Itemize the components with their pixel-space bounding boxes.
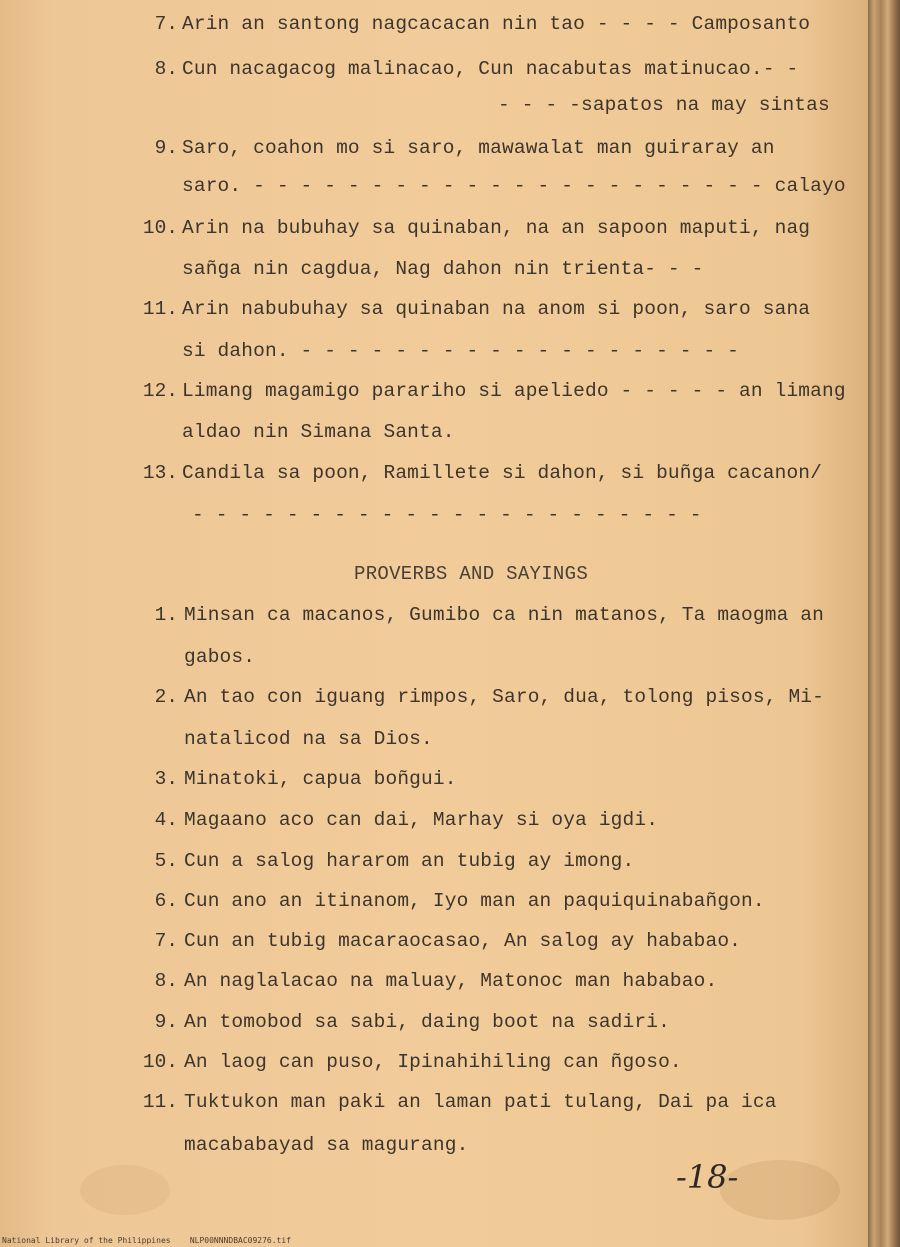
proverb-line: Minatoki, capua boñgui. xyxy=(184,768,457,790)
riddle-line: sañga nin cagdua, Nag dahon nin trienta- - - xyxy=(182,258,704,280)
proverb-line: An laog can puso, Ipinahihiling can ñgoso. xyxy=(184,1051,682,1073)
riddle-line: aldao nin Simana Santa. xyxy=(182,421,455,443)
riddle-line: Saro, coahon mo si saro, mawawalat man guiraray an xyxy=(182,137,775,159)
proverb-line: Cun an tubig macaraocasao, An salog ay hababao. xyxy=(184,930,742,952)
proverb-number: 5. xyxy=(154,850,178,872)
proverb-line: An tomobod sa sabi, daing boot na sadiri. xyxy=(184,1011,670,1033)
riddle-number: 7. xyxy=(154,13,178,35)
riddle-line: - - - -sapatos na may sintas xyxy=(498,94,830,116)
riddle-line: Arin an santong nagcacacan nin tao - - - - Camposanto xyxy=(182,13,811,35)
riddle-line: si dahon. - - - - - - - - - - - - - - - - - - - xyxy=(182,340,740,362)
proverb-number: 9. xyxy=(154,1011,178,1033)
riddle-number: 12. xyxy=(142,380,178,402)
page-number: -18- xyxy=(676,1158,739,1196)
proverb-number: 2. xyxy=(154,686,178,708)
paper-stain xyxy=(80,1165,170,1215)
section-heading: PROVERBS AND SAYINGS xyxy=(354,563,589,585)
footer-caption: National Library of the Philippines NLP00NNNDBAC09276.tif xyxy=(2,1236,291,1245)
proverb-number: 7. xyxy=(154,930,178,952)
proverb-number: 10. xyxy=(142,1051,178,1073)
proverb-number: 3. xyxy=(154,768,178,790)
proverb-number: 11. xyxy=(142,1091,178,1113)
proverb-line: Cun a salog hararom an tubig ay imong. xyxy=(184,850,635,872)
riddle-line: Arin nabubuhay sa quinaban na anom si poon, saro sana xyxy=(182,298,811,320)
proverb-number: 1. xyxy=(154,604,178,626)
riddle-line: Cun nacagacog malinacao, Cun nacabutas matinucao.- - xyxy=(182,58,799,80)
proverb-number: 6. xyxy=(154,890,178,912)
proverb-line: natalicod na sa Dios. xyxy=(184,728,433,750)
proverb-number: 4. xyxy=(154,809,178,831)
proverb-line: Tuktukon man paki an laman pati tulang, Dai pa ica xyxy=(184,1091,777,1113)
riddle-number: 10. xyxy=(142,217,178,239)
proverb-line: Cun ano an itinanom, Iyo man an paquiquinabañgon. xyxy=(184,890,765,912)
riddle-line: Limang magamigo parariho si apeliedo - - - - - an limang xyxy=(182,380,846,402)
proverb-line: An naglalacao na maluay, Matonoc man hababao. xyxy=(184,970,718,992)
proverb-line: Magaano aco can dai, Marhay si oya igdi. xyxy=(184,809,659,831)
riddle-number: 9. xyxy=(154,137,178,159)
proverb-number: 8. xyxy=(154,970,178,992)
riddle-line: Candila sa poon, Ramillete si dahon, si buñga cacanon/ xyxy=(182,462,823,484)
riddle-number: 13. xyxy=(142,462,178,484)
riddle-number: 8. xyxy=(154,58,178,80)
riddle-number: 11. xyxy=(142,298,178,320)
proverb-line: macababayad sa magurang. xyxy=(184,1134,469,1156)
binding-edge xyxy=(868,0,900,1247)
proverb-line: gabos. xyxy=(184,646,256,668)
riddle-line: saro. - - - - - - - - - - - - - - - - - - - - - - calayo xyxy=(182,175,846,197)
proverb-line: Minsan ca macanos, Gumibo ca nin matanos, Ta maogma an xyxy=(184,604,825,626)
riddle-line: - - - - - - - - - - - - - - - - - - - - - - xyxy=(192,504,702,526)
proverb-line: An tao con iguang rimpos, Saro, dua, tolong pisos, Mi- xyxy=(184,686,825,708)
riddle-line: Arin na bubuhay sa quinaban, na an sapoon maputi, nag xyxy=(182,217,811,239)
